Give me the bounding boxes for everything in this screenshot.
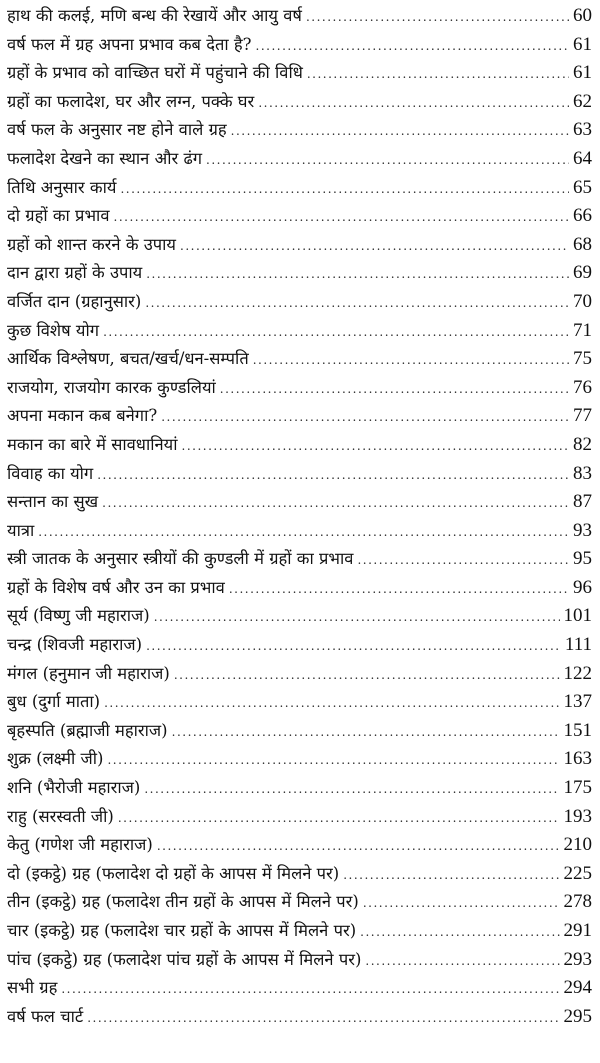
toc-entry-page: 163 bbox=[563, 748, 592, 770]
dot-leader bbox=[114, 203, 570, 231]
dot-leader bbox=[180, 232, 569, 260]
toc-entry bbox=[7, 116, 592, 145]
dot-leader bbox=[363, 889, 560, 917]
dot-leader bbox=[306, 3, 569, 31]
toc-entry bbox=[7, 288, 592, 317]
toc-entry bbox=[7, 488, 592, 517]
toc-entry-page: 294 bbox=[563, 977, 592, 999]
toc-entry bbox=[7, 545, 592, 574]
toc-entry bbox=[7, 574, 592, 603]
toc-entry-title: वर्जित दान (ग्रहानुसार) bbox=[7, 291, 142, 311]
toc-entry-title: चार (इकट्ठे) ग्रह (फलादेश चार ग्रहों के आपस में मिलने पर) bbox=[7, 921, 357, 940]
toc-entry-page: 291 bbox=[563, 920, 592, 941]
toc-entry-page: 70 bbox=[573, 290, 592, 312]
toc-entry-title: सन्तान का सुख bbox=[7, 492, 99, 512]
toc-entry-page: 111 bbox=[564, 634, 592, 656]
toc-entry bbox=[7, 88, 592, 117]
toc-entry-title: स्त्री जातक के अनुसार स्त्रीयों की कुण्डली में ग्रहों का प्रभाव bbox=[7, 549, 354, 569]
toc-entry-page: 63 bbox=[573, 119, 592, 141]
toc-entry-page: 278 bbox=[563, 891, 592, 913]
dot-leader bbox=[258, 89, 569, 117]
toc-entry bbox=[7, 946, 592, 975]
toc-entry-title: ग्रहों का फलादेश, घर और लग्न, पक्के घर bbox=[7, 91, 255, 111]
toc-entry-page: 60 bbox=[573, 5, 592, 26]
toc-entry-page: 225 bbox=[563, 862, 592, 884]
toc-entry bbox=[7, 317, 592, 346]
toc-entry bbox=[7, 888, 592, 917]
toc-entry bbox=[7, 402, 592, 431]
dot-leader bbox=[220, 375, 569, 403]
toc-entry-title: वर्ष फल के अनुसार नष्ट होने वाले ग्रह bbox=[7, 120, 227, 140]
toc-entry-page: 61 bbox=[573, 33, 592, 55]
toc-entry-title: चन्द्र (शिवजी महाराज) bbox=[7, 635, 143, 655]
toc-entry-page: 65 bbox=[573, 176, 592, 198]
toc-entry-page: 76 bbox=[573, 376, 592, 398]
dot-leader bbox=[154, 603, 560, 631]
toc-entry bbox=[7, 174, 592, 203]
dot-leader bbox=[118, 804, 560, 832]
toc-entry bbox=[7, 774, 592, 803]
toc-entry-title: कुछ विशेष योग bbox=[7, 320, 100, 340]
toc-entry bbox=[7, 145, 592, 174]
toc-entry bbox=[7, 2, 592, 31]
toc-entry bbox=[7, 374, 592, 403]
toc-entry-page: 293 bbox=[563, 948, 592, 970]
toc-entry-title: सभी ग्रह bbox=[7, 978, 58, 998]
dot-leader bbox=[157, 832, 560, 860]
toc-entry bbox=[7, 345, 592, 374]
toc-entry bbox=[7, 660, 592, 689]
toc-entry-title: फलादेश देखने का स्थान और ढंग bbox=[7, 148, 203, 168]
toc-entry-page: 175 bbox=[563, 777, 592, 799]
toc-entry-page: 61 bbox=[573, 62, 592, 84]
toc-entry bbox=[7, 602, 592, 631]
toc-entry bbox=[7, 974, 592, 1003]
toc-entry bbox=[7, 717, 592, 746]
dot-leader bbox=[343, 861, 559, 889]
toc-entry-page: 71 bbox=[573, 319, 592, 341]
dot-leader bbox=[231, 117, 569, 145]
dot-leader bbox=[97, 461, 569, 489]
toc-entry bbox=[7, 688, 592, 717]
dot-leader bbox=[307, 60, 569, 88]
toc-entry-title: दो (इकट्ठे) ग्रह (फलादेश दो ग्रहों के आपस में मिलने पर) bbox=[7, 863, 340, 883]
toc-entry-page: 295 bbox=[563, 1005, 592, 1027]
toc-entry-title: राजयोग, राजयोग कारक कुण्डलियां bbox=[7, 377, 216, 397]
toc-entry-page: 64 bbox=[573, 147, 592, 169]
dot-leader bbox=[107, 746, 559, 774]
toc-entry-page: 95 bbox=[573, 548, 592, 570]
dot-leader bbox=[365, 947, 559, 975]
toc-entry-title: पांच (इकट्ठे) ग्रह (फलादेश पांच ग्रहों के आपस में मिलने पर) bbox=[7, 949, 362, 969]
toc-entry-title: बुध (दुर्गा माता) bbox=[7, 692, 101, 712]
toc-entry-title: ग्रहों के विशेष वर्ष और उन का प्रभाव bbox=[7, 577, 225, 597]
toc-entry-title: मकान का बारे में सावधानियां bbox=[7, 434, 178, 454]
toc-entry-title: बृहस्पति (ब्रह्माजी महाराज) bbox=[7, 720, 168, 740]
dot-leader bbox=[172, 718, 560, 746]
dot-leader bbox=[87, 1004, 559, 1032]
toc-entry-page: 151 bbox=[563, 719, 592, 741]
toc-entry-title: वर्ष फल में ग्रह अपना प्रभाव कब देता है? bbox=[7, 34, 252, 54]
dot-leader bbox=[102, 489, 569, 517]
toc-entry-title: तिथि अनुसार कार्य bbox=[7, 177, 117, 197]
dot-leader bbox=[182, 432, 569, 460]
toc-entry-title: वर्ष फल चार्ट bbox=[7, 1006, 84, 1026]
toc-entry-page: 101 bbox=[563, 605, 592, 627]
toc-entry bbox=[7, 517, 592, 546]
dot-leader bbox=[104, 689, 559, 717]
toc-entry-title: आर्थिक विश्लेषण, बचत/खर्च/धन-सम्पति bbox=[7, 349, 249, 369]
dot-leader bbox=[145, 289, 569, 317]
toc-entry-title: दान द्वारा ग्रहों के उपाय bbox=[7, 263, 143, 283]
toc-entry-title: ग्रहों के प्रभाव को वाच्छित घरों में पहुंचाने की विधि bbox=[7, 63, 303, 83]
dot-leader bbox=[61, 975, 559, 1003]
toc-entry bbox=[7, 860, 592, 889]
toc-entry-title: अपना मकान कब बनेगा? bbox=[7, 406, 158, 426]
toc-entry-page: 82 bbox=[573, 433, 592, 455]
toc-entry bbox=[7, 259, 592, 288]
toc-entry-page: 93 bbox=[573, 519, 592, 541]
dot-leader bbox=[103, 318, 569, 346]
toc-entry bbox=[7, 231, 592, 260]
toc-entry-title: शनि (भैरोजी महाराज) bbox=[7, 778, 141, 798]
dot-leader bbox=[146, 260, 569, 288]
toc-entry-page: 122 bbox=[563, 662, 592, 684]
toc-entry bbox=[7, 917, 592, 946]
toc-entry bbox=[7, 431, 592, 460]
toc-entry-page: 210 bbox=[563, 834, 592, 856]
toc-entry-title: विवाह का योग bbox=[7, 463, 94, 483]
dot-leader bbox=[174, 661, 560, 689]
dot-leader bbox=[146, 632, 561, 660]
dot-leader bbox=[253, 346, 569, 374]
toc-entry-title: शुक्र (लक्ष्मी जी) bbox=[7, 749, 104, 769]
toc-entry-title: ग्रहों को शान्त करने के उपाय bbox=[7, 234, 176, 254]
toc-entry-title: तीन (इकट्ठे) ग्रह (फलादेश तीन ग्रहों के आपस में मिलने पर) bbox=[7, 892, 359, 912]
dot-leader bbox=[206, 146, 569, 174]
toc-entry-page: 69 bbox=[573, 262, 592, 284]
dot-leader bbox=[161, 403, 569, 431]
toc-entry-title: यात्रा bbox=[7, 520, 35, 540]
toc-entry-page: 68 bbox=[573, 233, 592, 255]
dot-leader bbox=[357, 546, 569, 574]
toc-entry-title: दो ग्रहों का प्रभाव bbox=[7, 206, 110, 226]
toc-entry bbox=[7, 631, 592, 660]
toc-entry-page: 87 bbox=[573, 491, 592, 513]
dot-leader bbox=[38, 518, 569, 546]
toc-entry-page: 96 bbox=[573, 576, 592, 598]
dot-leader bbox=[144, 775, 559, 803]
dot-leader bbox=[360, 918, 559, 946]
toc-entry-title: मंगल (हनुमान जी महाराज) bbox=[7, 663, 170, 683]
toc-entry-title: हाथ की कलई, मणि बन्ध की रेखायें और आयु वर्ष bbox=[7, 6, 302, 25]
toc-entry bbox=[7, 202, 592, 231]
toc-entry-title: सूर्य (विष्णु जी महाराज) bbox=[7, 606, 150, 626]
dot-leader bbox=[256, 32, 570, 60]
toc-entry-title: केतु (गणेश जी महाराज) bbox=[7, 835, 153, 855]
toc-entry bbox=[7, 59, 592, 88]
toc-entry bbox=[7, 31, 592, 60]
dot-leader bbox=[120, 175, 569, 203]
toc-entry bbox=[7, 1003, 592, 1032]
toc-entry-title: राहु (सरस्वती जी) bbox=[7, 806, 114, 826]
toc-entry bbox=[7, 460, 592, 489]
toc-entry-page: 83 bbox=[573, 462, 592, 484]
toc-entry bbox=[7, 745, 592, 774]
toc-entry-page: 193 bbox=[563, 805, 592, 827]
toc-entry-page: 62 bbox=[573, 90, 592, 112]
toc-entry-page: 77 bbox=[573, 405, 592, 427]
toc-entry-page: 66 bbox=[573, 205, 592, 227]
toc-entry bbox=[7, 831, 592, 860]
toc-entry-page: 137 bbox=[563, 691, 592, 713]
toc-entry bbox=[7, 803, 592, 832]
toc-entry-page: 75 bbox=[573, 348, 592, 370]
dot-leader bbox=[229, 575, 569, 603]
